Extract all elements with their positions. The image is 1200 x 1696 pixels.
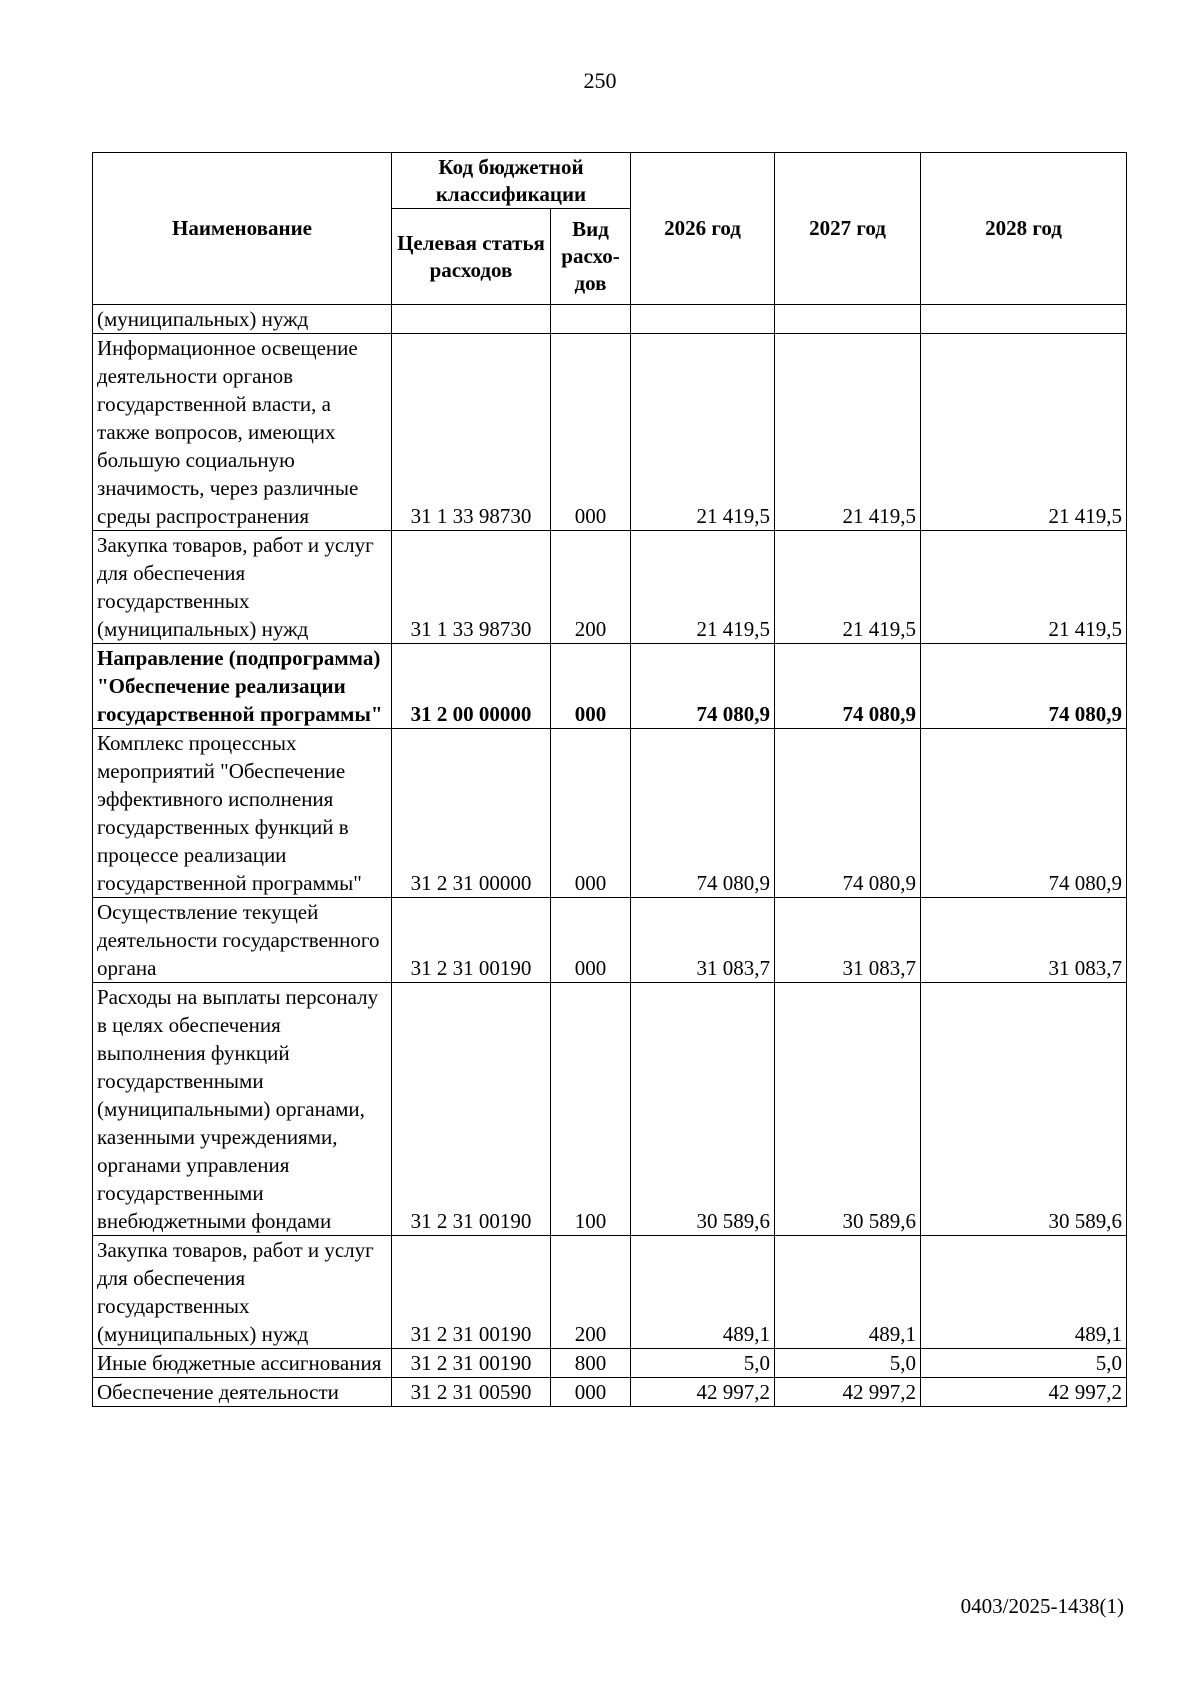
cell-expense-type: 000 bbox=[551, 334, 631, 531]
cell-name: Комплекс процессных мероприятий "Обеспечение эффективного исполнения государственных функций в процессе реализации государственной программы" bbox=[93, 729, 392, 898]
table-row bbox=[93, 729, 1127, 898]
cell-2028: 30 589,6 bbox=[921, 983, 1127, 1236]
cell-expense-type: 000 bbox=[551, 729, 631, 898]
header-expense-type: Вид расхо-дов bbox=[551, 209, 631, 305]
table-row bbox=[93, 1349, 1127, 1378]
cell-expense-type: 000 bbox=[551, 1378, 631, 1407]
cell-target-article: 31 2 31 00590 bbox=[392, 1378, 551, 1407]
cell-target-article: 31 2 31 00190 bbox=[392, 1349, 551, 1378]
cell-2026: 42 997,2 bbox=[631, 1378, 775, 1407]
cell-target-article: 31 2 31 00000 bbox=[392, 729, 551, 898]
table-row bbox=[93, 305, 1127, 334]
cell-2027: 31 083,7 bbox=[775, 898, 921, 983]
header-year-2028: 2028 год bbox=[921, 153, 1127, 305]
cell-name: (муниципальных) нужд bbox=[93, 305, 392, 334]
cell-2028: 74 080,9 bbox=[921, 729, 1127, 898]
cell-2026: 30 589,6 bbox=[631, 983, 775, 1236]
cell-target-article: 31 1 33 98730 bbox=[392, 334, 551, 531]
table-row bbox=[93, 644, 1127, 729]
cell-2027: 489,1 bbox=[775, 1236, 921, 1349]
cell-2027: 42 997,2 bbox=[775, 1378, 921, 1407]
cell-name: Направление (подпрограмма) "Обеспечение реализации государственной программы" bbox=[93, 644, 392, 729]
cell-2028: 21 419,5 bbox=[921, 334, 1127, 531]
cell-2027: 30 589,6 bbox=[775, 983, 921, 1236]
cell-target-article: 31 1 33 98730 bbox=[392, 531, 551, 644]
header-year-2026: 2026 год bbox=[631, 153, 775, 305]
table-row bbox=[93, 898, 1127, 983]
cell-2028: 31 083,7 bbox=[921, 898, 1127, 983]
cell-expense-type bbox=[551, 305, 631, 334]
cell-name: Расходы на выплаты персоналу в целях обеспечения выполнения функций государственными (муниципальными) органами, казенными учреждениями, органами управления государственными внебюджетными фондами bbox=[93, 983, 392, 1236]
table-row bbox=[93, 983, 1127, 1236]
cell-2026: 21 419,5 bbox=[631, 531, 775, 644]
cell-2026: 74 080,9 bbox=[631, 729, 775, 898]
header-year-2027: 2027 год bbox=[775, 153, 921, 305]
cell-2028: 21 419,5 bbox=[921, 531, 1127, 644]
cell-2027 bbox=[775, 305, 921, 334]
cell-name: Закупка товаров, работ и услуг для обеспечения государственных (муниципальных) нужд bbox=[93, 1236, 392, 1349]
table-body bbox=[93, 305, 1127, 1407]
header-name: Наименование bbox=[93, 153, 392, 305]
cell-expense-type: 200 bbox=[551, 531, 631, 644]
cell-2028: 489,1 bbox=[921, 1236, 1127, 1349]
page-number: 250 bbox=[583, 68, 617, 93]
header-code-group: Код бюджетной классификации bbox=[392, 153, 631, 209]
cell-target-article bbox=[392, 305, 551, 334]
cell-2027: 74 080,9 bbox=[775, 644, 921, 729]
table-row bbox=[93, 1236, 1127, 1349]
cell-2026: 74 080,9 bbox=[631, 644, 775, 729]
cell-name: Осуществление текущей деятельности государственного органа bbox=[93, 898, 392, 983]
header-target-article: Целевая статья расходов bbox=[392, 209, 551, 305]
cell-2026: 31 083,7 bbox=[631, 898, 775, 983]
cell-2027: 5,0 bbox=[775, 1349, 921, 1378]
cell-target-article: 31 2 31 00190 bbox=[392, 983, 551, 1236]
cell-target-article: 31 2 00 00000 bbox=[392, 644, 551, 729]
cell-2027: 74 080,9 bbox=[775, 729, 921, 898]
cell-2028: 74 080,9 bbox=[921, 644, 1127, 729]
cell-expense-type: 800 bbox=[551, 1349, 631, 1378]
table-row bbox=[93, 531, 1127, 644]
cell-2027: 21 419,5 bbox=[775, 531, 921, 644]
cell-target-article: 31 2 31 00190 bbox=[392, 898, 551, 983]
cell-2026 bbox=[631, 305, 775, 334]
cell-2028: 5,0 bbox=[921, 1349, 1127, 1378]
cell-name: Закупка товаров, работ и услуг для обеспечения государственных (муниципальных) нужд bbox=[93, 531, 392, 644]
cell-expense-type: 200 bbox=[551, 1236, 631, 1349]
cell-2026: 489,1 bbox=[631, 1236, 775, 1349]
budget-table bbox=[92, 152, 1127, 1407]
table-row bbox=[93, 334, 1127, 531]
cell-name: Обеспечение деятельности bbox=[93, 1378, 392, 1407]
cell-expense-type: 000 bbox=[551, 644, 631, 729]
cell-2026: 5,0 bbox=[631, 1349, 775, 1378]
document-code: 0403/2025-1438(1) bbox=[960, 1594, 1124, 1618]
cell-2028 bbox=[921, 305, 1127, 334]
cell-name: Информационное освещение деятельности органов государственной власти, а также вопросов, имеющих большую социальную значимость, через различные среды распространения bbox=[93, 334, 392, 531]
cell-expense-type: 000 bbox=[551, 898, 631, 983]
cell-2026: 21 419,5 bbox=[631, 334, 775, 531]
cell-target-article: 31 2 31 00190 bbox=[392, 1236, 551, 1349]
cell-2028: 42 997,2 bbox=[921, 1378, 1127, 1407]
table-row bbox=[93, 1378, 1127, 1407]
cell-2027: 21 419,5 bbox=[775, 334, 921, 531]
cell-expense-type: 100 bbox=[551, 983, 631, 1236]
cell-name: Иные бюджетные ассигнования bbox=[93, 1349, 392, 1378]
